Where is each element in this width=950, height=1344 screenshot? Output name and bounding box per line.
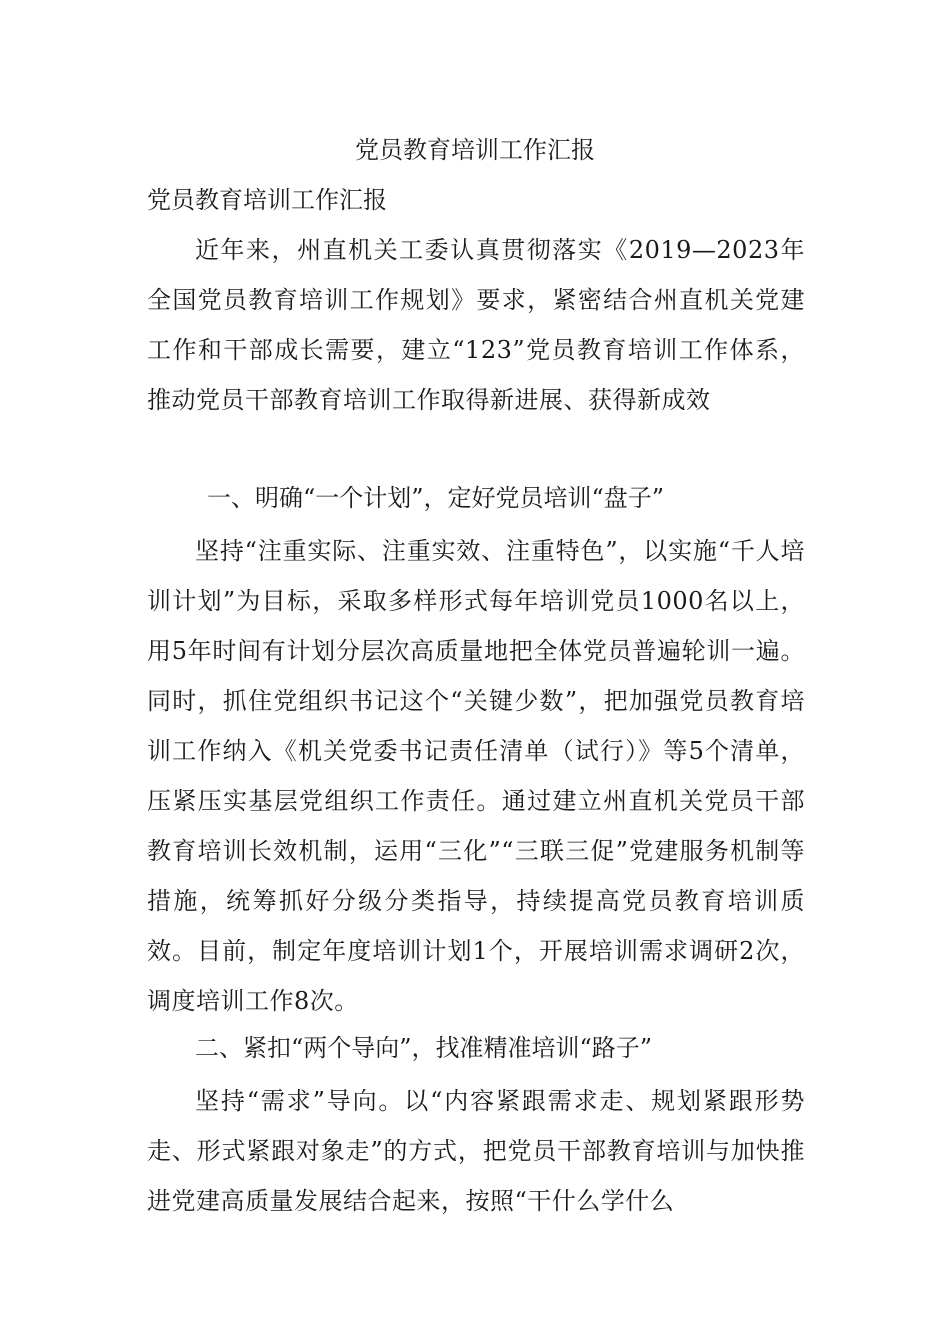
intro-paragraph: 近年来，州直机关工委认真贯彻落实《2019—2023年全国党员教育培训工作规划》要求，紧密结合州直机关党建工作和干部成长需要，建立“123”党员教育培训工作体系，推动党员干部教育培训工作取得新进展、获得新成效 bbox=[147, 236, 805, 414]
section-1-heading: 一、明确“一个计划”，定好党员培训“盘子” bbox=[207, 484, 665, 512]
document-subtitle: 党员教育培训工作汇报 bbox=[147, 186, 387, 214]
page-title: 党员教育培训工作汇报 bbox=[355, 136, 595, 164]
section-2-paragraph: 坚持“需求”导向。以“内容紧跟需求走、规划紧跟形势走、形式紧跟对象走”的方式，把党员干部教育培训与加快推进党建高质量发展结合起来，按照“干什么学什么 bbox=[147, 1087, 805, 1215]
section-1-paragraph: 坚持“注重实际、注重实效、注重特色”，以实施“千人培训计划”为目标，采取多样形式每年培训党员1000名以上，用5年时间有计划分层次高质量地把全体党员普遍轮训一遍。同时，抓住党组织书记这个“关键少数”，把加强党员教育培训工作纳入《机关党委书记责任清单（试行）》等5个清单，压紧压实基层党组织工作责任。通过建立州直机关党员干部教育培训长效机制，运用“三化”“三联三促”党建服务机制等措施，统筹抓好分级分类指导，持续提高党员教育培训质效。目前，制定年度培训计划1个，开展培训需求调研2次，调度培训工作8次。 bbox=[147, 537, 805, 1015]
section-2-heading: 二、紧扣“两个导向”，找准精准培训“路子” bbox=[195, 1034, 653, 1062]
